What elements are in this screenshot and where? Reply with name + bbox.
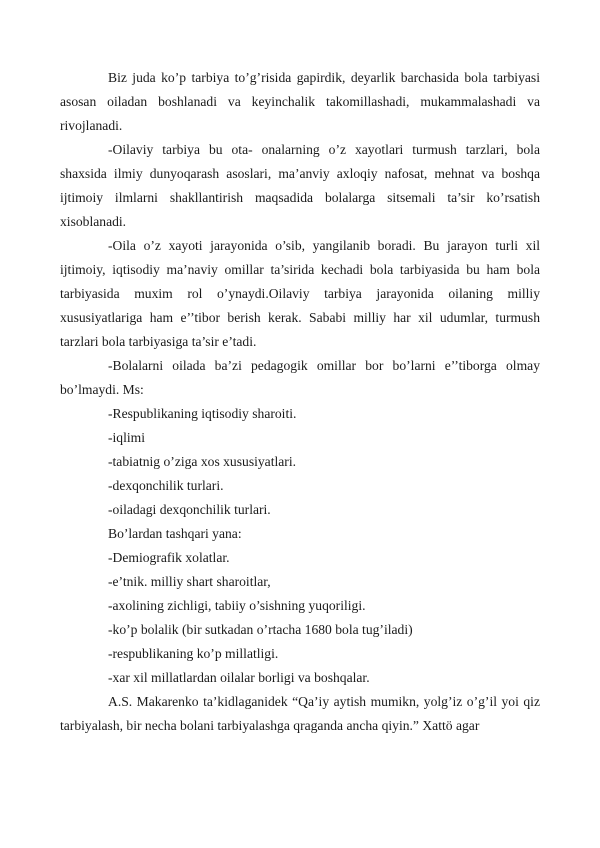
additional-factor-list	[60, 546, 540, 690]
list-item: -Demiografik xolatlar.	[108, 550, 230, 565]
list-item: -dexqonchilik turlari.	[108, 478, 224, 493]
list-item: -tabiatnig o’ziga xos xususiyatlari.	[108, 454, 297, 469]
factor-list	[60, 402, 540, 522]
paragraph-intro: Biz juda ko’p tarbiya to’g’risida gapirdik, deyarlik barchasida bola tarbiyasi asosan oiladan boshlanadi va keyinchalik takomillashadi, mukammalashadi va rivojlanadi.	[60, 70, 540, 133]
paragraph-family-upbringing-definition: -Oilaviy tarbiya bu ota- onalarning o’z xayotlari turmush tarzlari, bola shaxsida ilmiy dunyoqarash asoslari, ma’anviy axloqiy nafosat, mehnat va boshqa ijtimoiy ilmlarni shakllantirish maqsadida bolalarga sitsemali ta’sir ko’rsatish xisoblanadi.	[60, 142, 540, 229]
list-item: -ko’p bolalik (bir sutkadan o’rtacha 1680 bola tug’iladi)	[108, 622, 413, 637]
document-body	[60, 66, 540, 738]
list-item: -axolining zichligi, tabiiy o’sishning yuqoriligi.	[108, 598, 366, 613]
list-item: -iqlimi	[108, 430, 146, 445]
list-item: -respublikaning ko’p millatligi.	[108, 646, 279, 661]
list-item: -xar xil millatlardan oilalar borligi va boshqalar.	[108, 670, 370, 685]
paragraph-pedagogical-factors: -Bolalarni oilada ba’zi pedagogik omillar bor bo’larni e’’tiborga olmay bo’lmaydi. Ms:	[60, 358, 540, 397]
paragraph-family-development: -Oila o’z xayoti jarayonida o’sib, yangilanib boradi. Bu jarayon turli xil ijtimoiy, iqtisodiy ma’naviy omillar ta’sirida kechadi bola tarbiyasida bu ham bola tarbiyasida muxim rol o’ynaydi.Oilaviy tarbiya jarayonida oilaning milliy xususiyatlariga ham e’’tibor berish kerak. Sababi milliy har xil udumlar, turmush tarzlari bola tarbiyasiga ta’sir e’tadi.	[60, 238, 540, 349]
paragraph-makarenko-quote: A.S. Makarenko ta’kidlaganidek “Qa’iy aytish mumikn, yolg’iz o’g’il yoi qiz tarbiyalash, bir necha bolani tarbiyalashga qraganda ancha qiyin.” Xattö agar	[60, 694, 540, 733]
list-item: -oiladagi dexqonchilik turlari.	[108, 502, 271, 517]
list-item: -e’tnik. milliy shart sharoitlar,	[108, 574, 271, 589]
additional-factors-intro: Bo’lardan tashqari yana:	[108, 526, 242, 541]
list-item: -Respublikaning iqtisodiy sharoiti.	[108, 406, 297, 421]
